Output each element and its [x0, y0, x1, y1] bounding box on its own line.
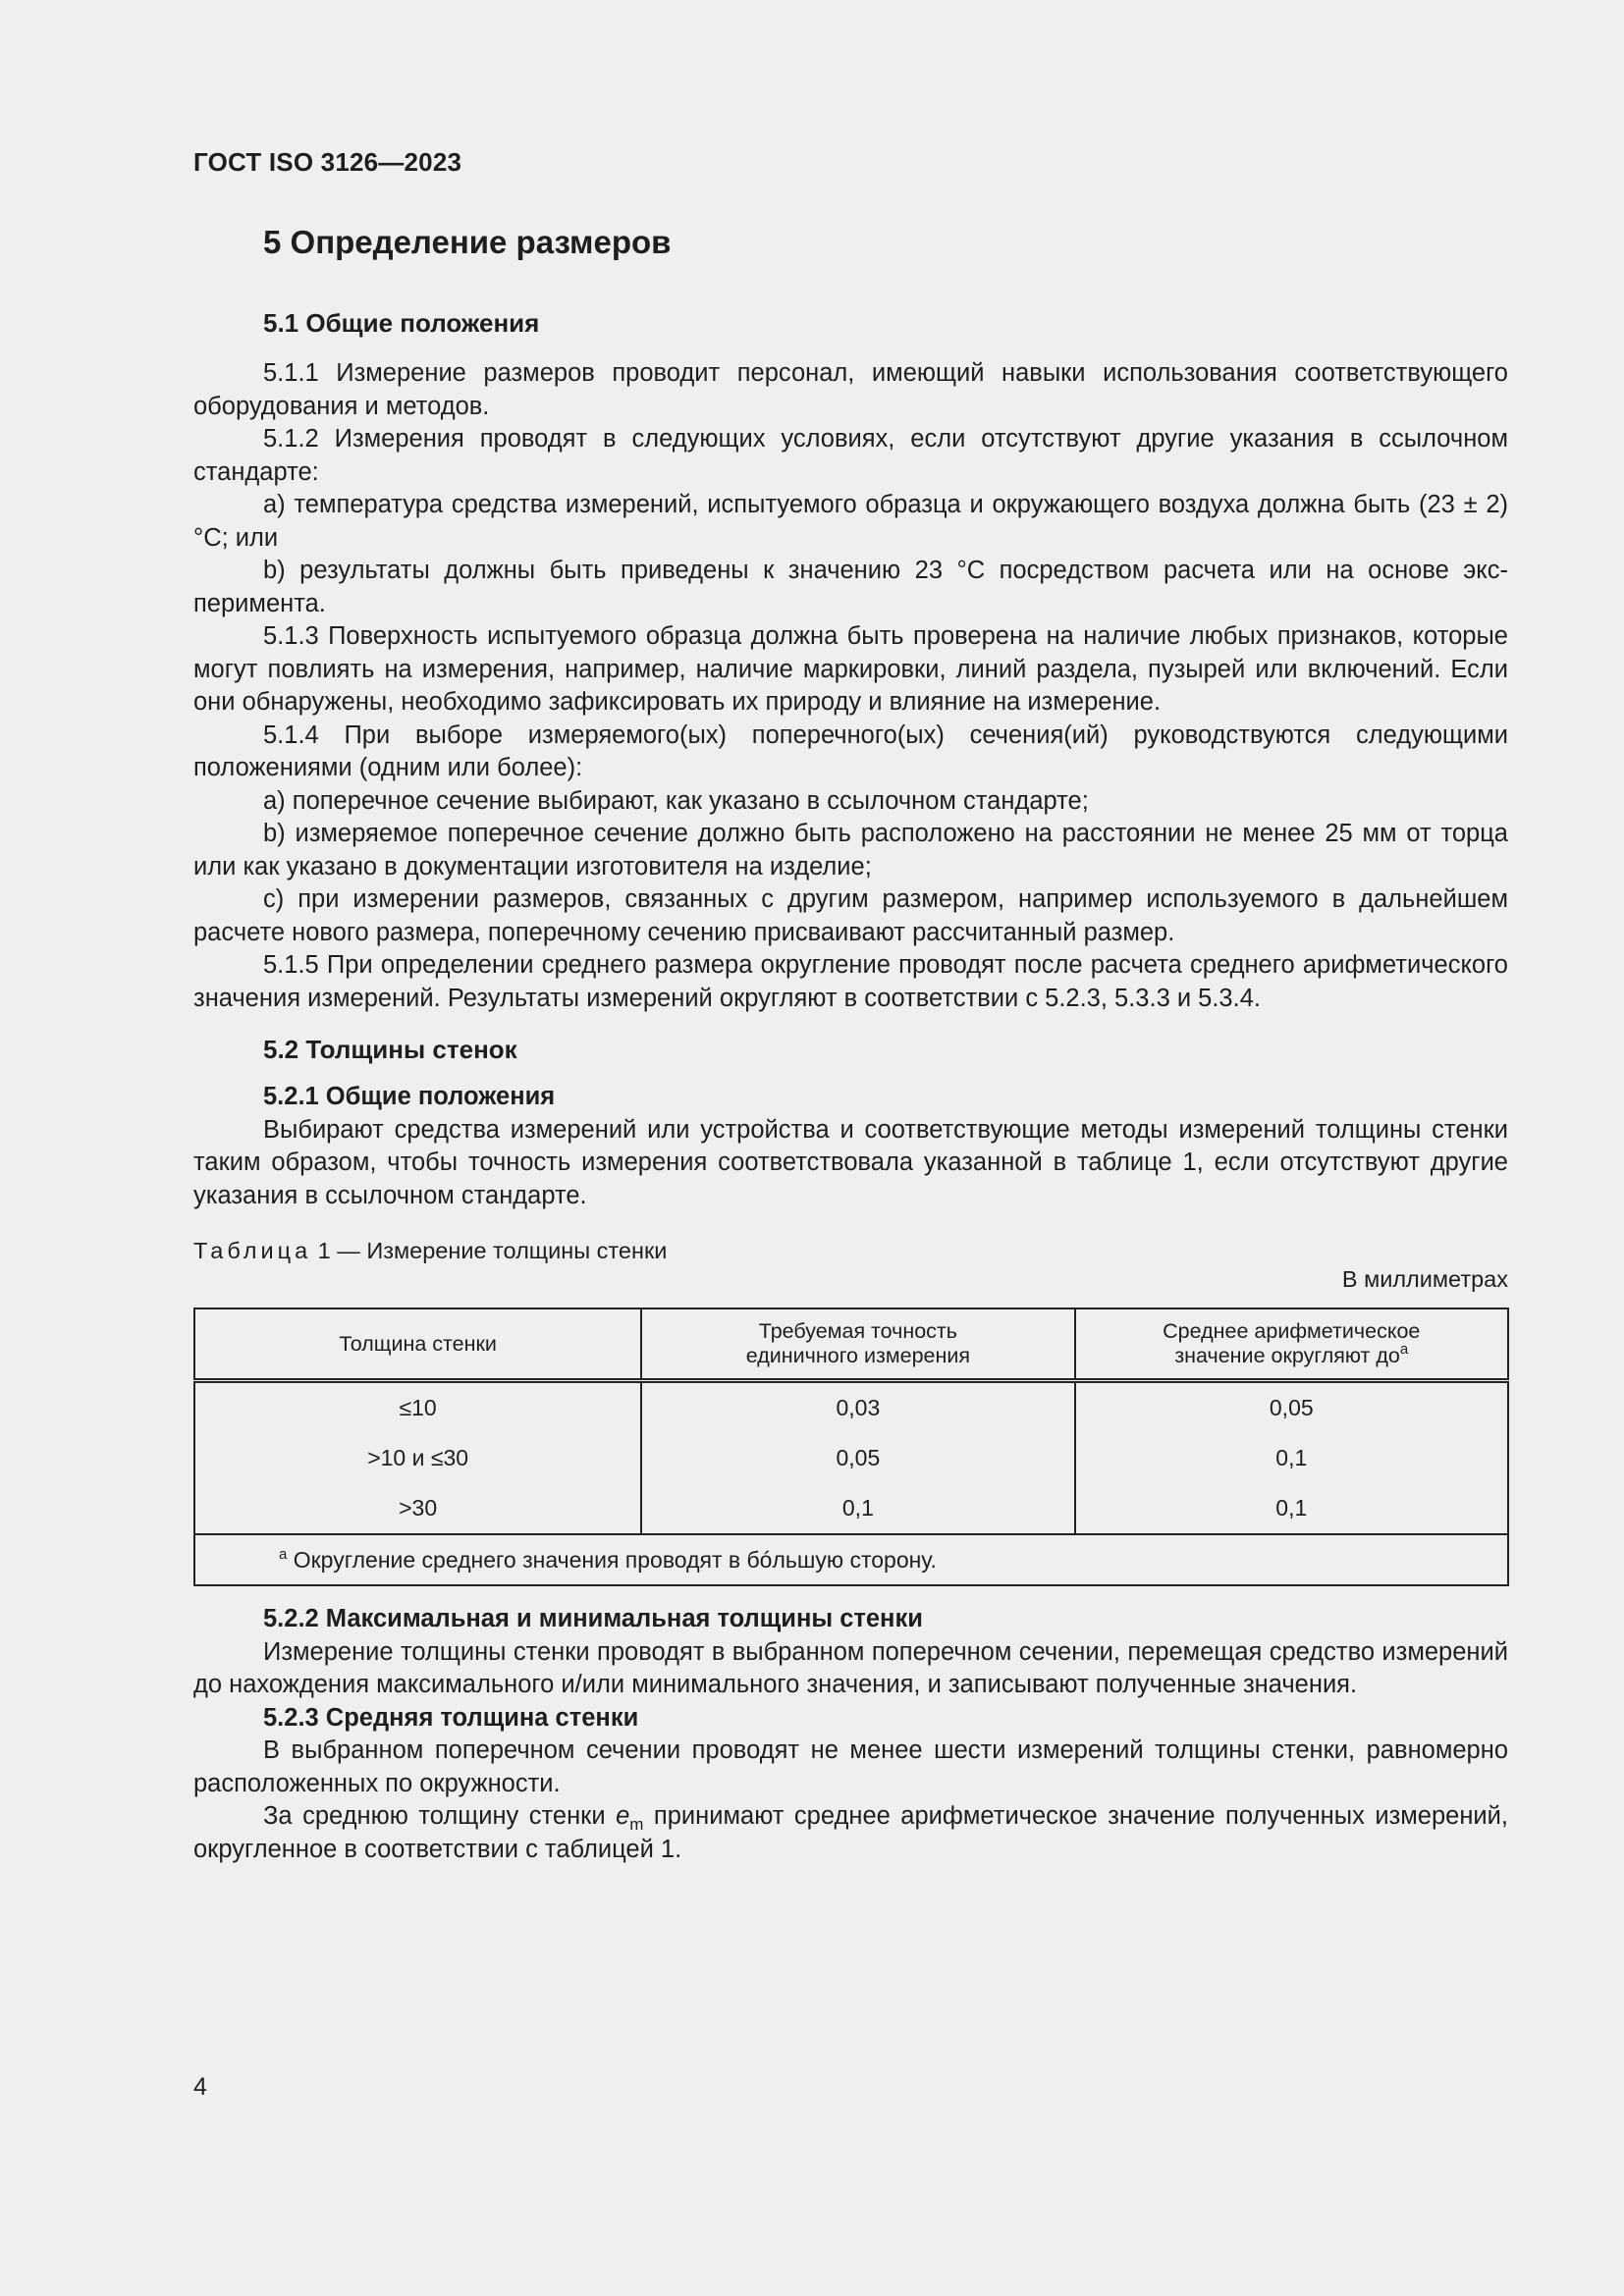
section-5-title: 5 Определение размеров	[263, 224, 672, 260]
table-1-units: В миллиметрах	[1341, 1266, 1508, 1292]
variable-e: e	[616, 1802, 630, 1830]
table-1	[193, 1308, 1509, 1586]
paragraph-5-1-4-c: c) при измерении размеров, связанных с другим размером, например используемого в дальнейшем расчете нового размера, поперечному сечению присваивают рассчитанный размер.	[193, 885, 1508, 946]
paragraph-5-1-4-b: b) измеряемое поперечное сечение должно быть расположено на расстоянии не менее 25 мм от торца или как указано в документации изготовителя на изделие;	[193, 820, 1508, 881]
section-5-2-1-title: 5.2.1 Общие положения	[263, 1083, 556, 1110]
table-footnote-row	[194, 1534, 1508, 1585]
table-cell: >30	[194, 1483, 641, 1534]
section-5-1-title: 5.1 Общие положения	[263, 308, 540, 338]
header-mean-rounding: Среднее арифметическое значение округляют $до^a$	[1075, 1308, 1508, 1381]
section-5-2-1-body	[193, 1081, 1508, 1212]
paragraph-5-1-4: 5.1.4 При выборе измеряемого(ых) поперечного(ых) сечения(ий) руководствуются следующими положениями (одним или более):	[193, 721, 1508, 781]
section-5-2-3-title: 5.2.3 Средняя толщина стенки	[263, 1703, 639, 1732]
table-caption-label: Таблица	[193, 1238, 312, 1263]
table-row	[194, 1381, 1508, 1434]
section-5-2-title: 5.2 Толщины стенок	[263, 1035, 517, 1064]
table-caption-text: 1 — Измерение толщины стенки	[311, 1238, 668, 1263]
paragraph-5-1-2: 5.1.2 Измерения проводят в следующих условиях, если отсутствуют другие указания в ссылочном стандарте:	[193, 425, 1508, 486]
section-5-1-body	[193, 357, 1508, 1015]
table-cell: 0,05	[1075, 1381, 1508, 1434]
table-cell: ≤10	[194, 1381, 641, 1434]
paragraph-5-1-2-a: a) температура средства измерений, испытуемого образца и окружающего воздуха должна быть (23 ± 2) °С; или	[193, 491, 1508, 552]
section-5-2-2-title: 5.2.2 Максимальная и минимальная толщины стенки	[263, 1605, 923, 1632]
table-cell: 0,1	[641, 1483, 1074, 1534]
page-number: 4	[193, 2073, 207, 2101]
paragraph-5-2-2: Измерение толщины стенки проводят в выбранном поперечном сечении, перемещая средство измерений до нахождения максимального и/или минимального значения, и записывают полученные значения.	[193, 1637, 1508, 1698]
paragraph-5-1-5: 5.1.5 При определении среднего размера округление проводят после расчета среднего арифметического значения измерений. Результаты измерений округляют в соответствии с 5.2.3, 5.3.3 и 5.3.4.	[193, 951, 1508, 1012]
table-cell: >10 и ≤30	[194, 1433, 641, 1483]
paragraph-5-2-1: Выбирают средства измерений или устройства и соответствующие методы измерений толщины стенки таким образом, чтобы точность измерения соответствовала указанной в таблице 1, если отсутствуют другие указания в ссылочном стандарте.	[193, 1115, 1508, 1209]
table-1-caption	[193, 1238, 667, 1264]
subscript-m: m	[629, 1815, 644, 1834]
paragraph-5-1-1: 5.1.1 Измерение размеров проводит персонал, имеющий навыки использования соответствующего оборудования и методов.	[193, 359, 1508, 420]
paragraph-5-1-3: 5.1.3 Поверхность испытуемого образца должна быть проверена на наличие любых признаков, которые могут повлиять на измерения, например, наличие маркировки, линий раздела, пузырей или включений. Если они обнаружены, необходимо зафиксировать их природу и влияние на измерение.	[193, 622, 1508, 716]
table-footnote: $^a$ Округление среднего значения проводят в бóльшую сторону.	[194, 1534, 1508, 1585]
footnote-mark: a	[279, 1545, 288, 1563]
paragraph-5-2-3-1: В выбранном поперечном сечении проводят не менее шести измерений толщины стенки, равномерно расположенных по окружности.	[193, 1736, 1508, 1797]
paragraph-5-1-2-b: b) результаты должны быть приведены к значению 23 °С посредством расчета или на основе эксперимента.	[193, 557, 1508, 617]
table-row	[194, 1433, 1508, 1483]
document-id-header: ГОСТ ISO 3126—2023	[193, 147, 462, 177]
table-cell: 0,1	[1075, 1483, 1508, 1534]
table-row	[194, 1483, 1508, 1534]
header-wall-thickness: Толщина стенки	[194, 1308, 641, 1381]
paragraph-5-2-3-2: За среднюю толщину стенки $e_m$ принимают среднее арифметическое значение полученных измерений, округленное в соответствии с таблицей 1.	[193, 1802, 1508, 1863]
paragraph-5-1-4-a: a) поперечное сечение выбирают, как указано в ссылочном стандарте;	[263, 786, 1089, 815]
table-cell: 0,03	[641, 1381, 1074, 1434]
header-required-accuracy: Требуемая точность единичного измерения	[641, 1308, 1074, 1381]
section-5-2-2-and-5-2-3-body	[193, 1603, 1508, 1866]
footnote-ref: a	[1399, 1341, 1409, 1358]
table-cell: 0,1	[1075, 1433, 1508, 1483]
table-header-row	[194, 1308, 1508, 1381]
table-cell: 0,05	[641, 1433, 1074, 1483]
